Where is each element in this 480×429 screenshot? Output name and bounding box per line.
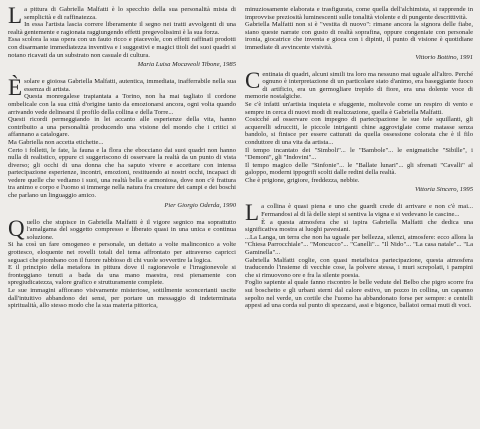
review-signature: Pier Giorgio Oderda, 1990 xyxy=(164,201,236,209)
review-text: solare e gioiosa Gabriella Malfatti, autentica, immediata, inafferrabile nella sua essenza di artista. Questa monregalese trapiantata a Torino, non ha mai tagliato il cordone ombelicale con la sua città d'origine tanto da emozionarsi ancora, ogni volta quando arrivando vede delinearsi il profilo della collina e della Torre... Questi ricordi permeggiando in lei accanto alle esperienze della vita, hanno contribuito a una personalità producendo una visione del mondo che i critici si affannano a catalogare. Ma Gabriella non accetta etichette... Certo i folletti, le fate, la fauna e la flora che ebocciano dai suoi quadri non hanno nulla di realistico, eppure ci suggeriscono di osservare la realtà da un punto di vista diverso; gli occhi di una donna che ha saputo vivere e accettare con intensa partecipazione esperienze, incontri, emozioni, restituendo ai nostri occhi, incapaci di vedere quelle che vediamo i suoi, una realtà bella e armoniosa, dove non c'è frattura tra animo e corpo e l'uomo si immerge nella natura fra creature dei campi e dei boschi che parlano un linguaggio amico. xyxy=(8,78,236,200)
review-block-6 xyxy=(245,200,473,310)
dropcap: È xyxy=(8,75,23,101)
right-column xyxy=(245,6,473,320)
review-block-3 xyxy=(8,215,236,310)
left-column xyxy=(8,3,236,320)
dropcap: L xyxy=(8,3,23,28)
review-signature: Vittorio Bottino, 1991 xyxy=(415,53,473,61)
review-text: entinaia di quadri, alcuni simili tra loro ma nessuno mai uguale all'altro. Perché ognuno è interpretazione di un particolare stato d'animo, era baseggiante fuoco di artificio, era un germogliare trepido di fiore, era una dolente voce di memorie nostalgiche. Se c'è infatti un'artista inquieta e sfuggente, moltevole come un respiro di vento e sempre in cerca di nuovi modi di realizzazione, quella è Gabriella Malfatti. Cosicché ad osservare con impegno di partecipazione le sue tele squillanti, gli acquerelli sdrucciti, le piccole intriganti chine aggroviglate come matasse senza bandolo, si finisce per essere catturati da quella ossessione colorata che è il filo conduttore di una vita da artista... Il tempo incantato dei "Simboli"... le "Bambole"... le enigmatiche "Sibille", i "Demoni", gli "Indovini"... Il tempo magico delle "Sinfonie"... le "Ballate lunari"... gli sfrenati "Cavalli" al galoppo, moderni ippogrifi scolti dalle redini della realtà. Che è prigione, grigiore, freddezza, nebbie. xyxy=(245,70,473,184)
review-block-5 xyxy=(245,67,473,194)
review-block-4 xyxy=(245,6,473,61)
dropcap: C xyxy=(245,67,261,93)
review-text: uello che stupisce in Gabriella Malfatti è il vigore segnico ma soprattutto l'amalgama del soggetto compresso e liberato quasi in una unica e continua soluzione. Si ha così un fare omogeneo e personale, un dettato a volte malinconico a volte grottesco, eloquente nei rovelli totali del tema affrontato per attraverso capricci seguaci che piombano con il furore rabbioso di chi vuole sovvertire la logica. E il principio della metafora in pittura dove il ragionevole e l'irragionevole si fronteggiano tenuti a bada da una mano maestra, resi pienamente con spregiudicatezza, valore grafico e strutturamente complete. Le sue immagini affiorano visivamente misteriose, sottilmente sconcertanti uscite dall'intuitivo abbandono dei sensi, per portare un messaggio di indeterminata spiritualità, allo stesso modo che la sua materia pittorica, xyxy=(8,218,236,310)
review-text: minuziosamente elaborata e trasfigurata, come quella dell'alchimista, si rapprende in improvvise preziosità luminescenti sulle tonalità violente e di pungente descrittività. Gabriella Malfatti non si è "vestita di nuovo": rimane ancora la signora delle fiabe, siano queste narrate con gusto di realtà soprafina, oppure congeniate con personale ironia, giocatrice che inventa e gioca con i dipinti, il punto di visione è quotidiane immediate di avvincente visività. xyxy=(245,6,473,51)
review-signature: Vittoria Sincero, 1995 xyxy=(414,186,473,194)
dropcap: Q xyxy=(8,215,25,241)
dropcap: L xyxy=(245,200,260,226)
review-text: a collina è quasi piena e uno che guardi crede di arrivare e non c'è mai... Fermandosi al di là delle siepi si sentiva la vigna e si vedevano le cascine... È a questa atmosfera che si ispira Gabriella Malfatti che dedica una significativa mostra ai luoghi pavesiani. ...La Langa, un terra che non ha uguale per bellezza, silenzi, atmosfere: ecco allora la "Chiesa Parrocchiale"... "Moncucco"... "Canelli"... "Il Nido"... "La casa natale"... "La Gaminella"... Gabriella Malfatti coglie, con quasi metafisica partecipazione, questa atmosfera traducendo l'insieme di vecchie cose, la polvere stessa, i muri screpolati, i pampini che si rimuovono ore e fra la silente poesia. Foglio sapiente al quale fanno riscontro le belle vedute del Belbo che pigro scorre fra sui boschetto e gli urbani sterni dal calore estivo, un pozzo in collina, un capanno sepolto nel verde, un cortile che l'uomo ha abbandonato forse per sempre: e centelli appesi ad una corda sul punto di spezzarsi, assi e bigonce, ballatoi ormai muti di voci. xyxy=(245,203,473,310)
review-block-1 xyxy=(8,3,236,69)
review-block-2 xyxy=(8,75,236,209)
review-signature: Maria Luisa Mocaveoli Tibone, 1985 xyxy=(137,61,236,69)
review-text: a pittura di Gabriella Malfatti è lo specchio della sua personalità mista di semplicità e di raffinatezza. In essa l'artista lascia correre liberamente il segno nei tratti avvolgenti di una realtà gentemente e ragionata raggiungendo effetti pregevolissimi è la sua forza. Essa scolora la sua opera con un fauto ricco e piacevole, con effetti raffinati prodotti con disarmante immediatezza inventiva e i suggestivi e magici titoli dei suoi quadri si notano ricavati da un substrato non casuale di cultura. xyxy=(8,6,236,59)
